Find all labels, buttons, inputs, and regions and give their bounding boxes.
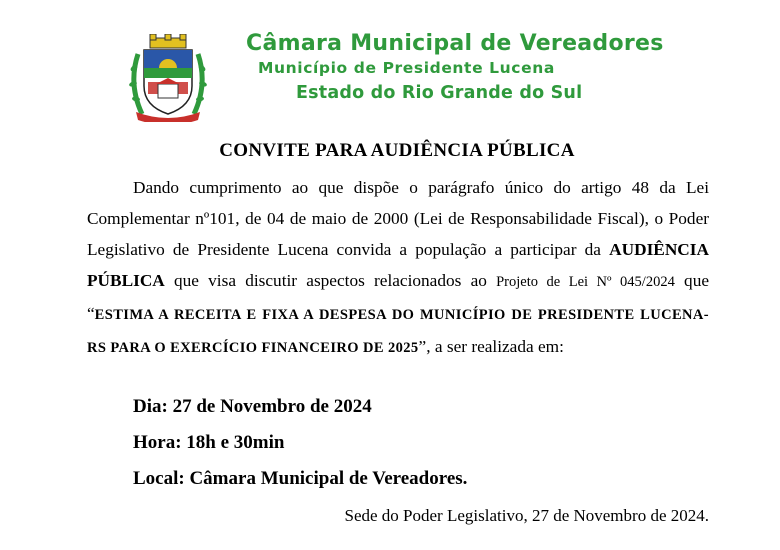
- coat-of-arms-icon: [128, 34, 208, 122]
- paragraph-text-c: que “: [87, 271, 709, 323]
- event-date: Dia: 27 de Novembro de 2024: [133, 396, 372, 417]
- state-name: Estado do Rio Grande do Sul: [296, 83, 583, 103]
- page-title: CONVITE PARA AUDIÊNCIA PÚBLICA: [219, 140, 575, 161]
- chamber-name: Câmara Municipal de Vereadores: [246, 31, 664, 56]
- paragraph-end: ”, a ser realizada em:: [418, 337, 564, 356]
- paragraph-text: Dando cumprimento ao que dispõe o parágrafo único do artigo 48 da Lei Complementar nº101, de 04 de maio de 2000 (Lei de Responsabilidade Fiscal), o Poder Legislativo de Presidente Lucena convida a população a participar da: [87, 178, 709, 259]
- invitation-paragraph: [87, 172, 709, 364]
- signature-line: Sede do Poder Legislativo, 27 de Novembro de 2024.: [344, 506, 709, 525]
- audiencia-publica-bold: AUDIÊNCIA PÚBLICA: [87, 240, 709, 290]
- event-time: Hora: 18h e 30min: [133, 432, 285, 453]
- invitation-body: [87, 172, 709, 364]
- event-location: Local: Câmara Municipal de Vereadores.: [133, 468, 468, 489]
- municipality-name: Município de Presidente Lucena: [258, 59, 555, 77]
- paragraph-text-b: que visa discutir aspectos relacionados ao: [174, 271, 487, 290]
- project-description: ESTIMA A RECEITA E FIXA A DESPESA DO MUNICÍPIO DE PRESIDENTE LUCENA-RS PARA O EXERCÍCIO FINANCEIRO DE 2025: [87, 307, 709, 356]
- projeto-de-lei: Projeto de Lei Nº 045/2024: [496, 274, 675, 290]
